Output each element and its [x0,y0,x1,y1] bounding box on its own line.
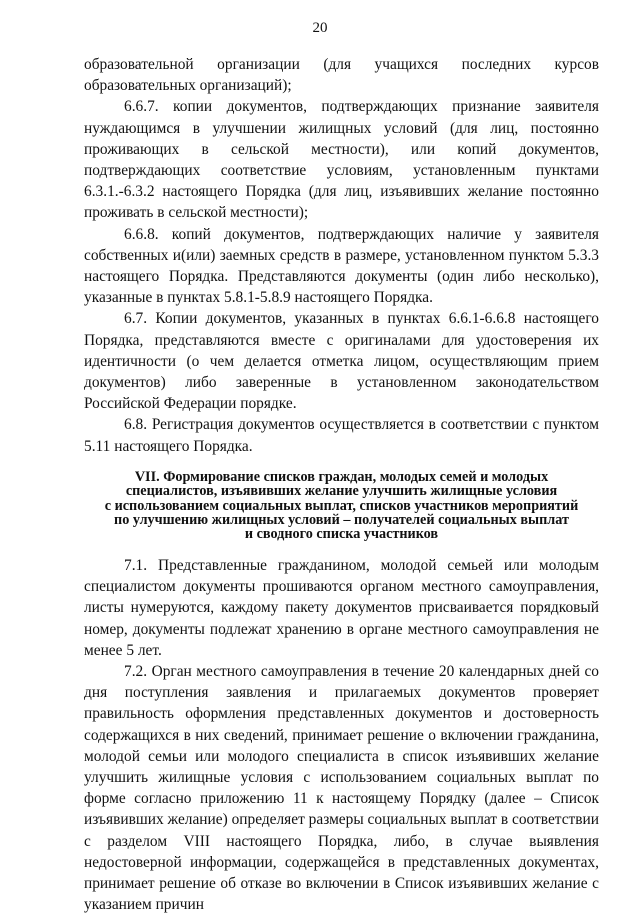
section-heading [84,470,599,542]
paragraph-continuation: образовательной организации (для учащихся последних курсов образовательных организаций); [84,56,599,95]
section-heading-line: VII. Формирование списков граждан, молодых семей и молодых [134,468,549,485]
section-heading-line: с использованием социальных выплат, списков участников мероприятий [104,497,579,514]
paragraph-6-6-7: 6.6.7. копии документов, подтверждающих признание заявителя нуждающимся в улучшении жилищных условий (для лиц, постоянно проживающих в сельской местности), или копий документов, подтверждающих соответствие условиям, установленным пунктами 6.3.1.-6.3.2 настоящего Порядка (для лиц, изъявивших желание постоянно проживать в сельской местности); [84,98,599,222]
paragraph-7-1: 7.1. Представленные гражданином, молодой семьей или молодым специалистом документы прошиваются органом местного самоуправления, листы нумеруются, каждому пакету документов присваивается порядковый номер, документы подлежат хранению в органе местного самоуправления не менее 5 лет. [84,556,599,659]
paragraph-6-7: 6.7. Копии документов, указанных в пунктах 6.6.1-6.6.8 настоящего Порядка, представляются вместе с оригиналами для удостоверения их идентичности (о чем делается отметка лицом, осуществляющим прием документов) либо заверенные в установленном законодательством Российской Федерации порядке. [84,310,599,413]
paragraph-6-6-8: 6.6.8. копий документов, подтверждающих наличие у заявителя собственных и(или) заемных средств в размере, установленном пунктом 5.3.3 настоящего Порядка. Представляются документы (один либо несколько), указанные в пунктах 5.8.1-5.8.9 настоящего Порядка. [84,225,599,307]
section-heading-line: специалистов, изъявивших желание улучшить жилищные условия [125,483,558,500]
page-number: 20 [312,20,328,36]
paragraph-7-2: 7.2. Орган местного самоуправления в течение 20 календарных дней со дня поступления заявления и прилагаемых документов проверяет правильность оформления представленных документов и достоверность содержащихся в них сведений, принимает решение о включении гражданина, молодой семьи или молодого специалиста в список изъявивших желание улучшить жилищные условия с использованием социальных выплат по форме согласно приложению 11 к настоящему Порядку (далее – Список изъявивших желание) определяет размеры социальных выплат в соответствии с разделом VIII настоящего Порядка, либо, в случае выявления недостоверной информации, содержащейся в представленных документах, принимает решение об отказе во включении в Список изъявивших желание с указанием причин [84,662,599,914]
section-heading-line: и сводного списка участников [244,526,439,543]
paragraph-6-8: 6.8. Регистрация документов осуществляется в соответствии с пунктом 5.11 настоящего Порядка. [84,416,599,455]
document-body [84,54,599,915]
section-heading-line: по улучшению жилищных условий – получателей социальных выплат [114,512,569,529]
